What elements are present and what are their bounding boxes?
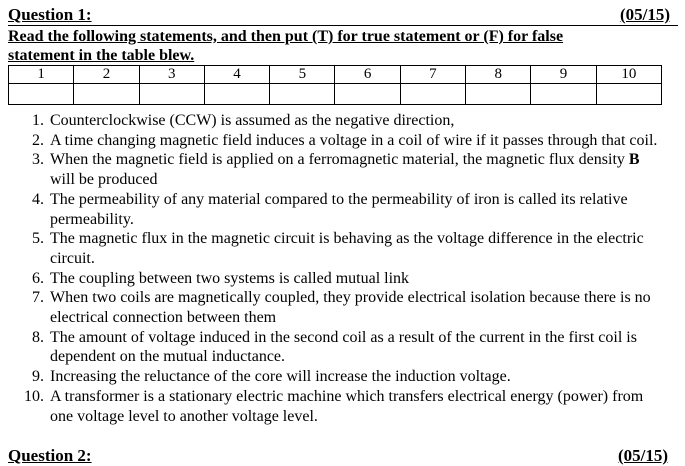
answer-cell[interactable] [204,84,269,105]
statement-number: 7. [32,289,44,307]
answer-cell[interactable] [270,84,335,105]
statement-text: A time changing magnetic field induces a voltage in a coil of wire if it passes through that coil. [50,131,658,149]
answer-cell[interactable] [466,84,531,105]
answer-table-header-cell: 8 [466,66,531,84]
answer-table [8,65,662,105]
statement-text: Increasing the reluctance of the core will increase the induction voltage. [50,368,511,386]
statement-number: 3. [32,151,44,169]
answer-table-header-cell: 6 [335,66,400,84]
statement-text: The amount of voltage induced in the second coil as a result of the current in the first coil is dependent on the mutual inductance. [50,328,637,366]
statement-text: When two coils are magnetically coupled, they provide electrical isolation because there is no electrical connection between them [50,289,651,327]
statement-text: The coupling between two systems is called mutual link [50,269,410,287]
answer-table-header-cell: 1 [9,66,74,84]
question-marks: (05/15) [619,5,670,24]
statement-number: 4. [32,190,44,208]
statement-item [20,229,660,268]
answer-cell[interactable] [74,84,139,105]
statement-number: 5. [32,230,44,248]
statement-number: 9. [32,368,44,386]
statement-item [20,190,660,229]
answer-cell[interactable] [531,84,596,105]
answer-cell[interactable] [596,84,661,105]
statement-item [20,150,660,189]
next-question-marks: (05/15) [617,446,668,465]
answer-table-answer-row [9,84,662,105]
answer-table-header-cell: 10 [596,66,661,84]
statement-item [20,328,660,367]
answer-table-header-cell: 7 [400,66,465,84]
next-question-header [8,446,668,466]
statement-number: 2. [32,131,44,149]
statement-item [20,111,660,131]
statement-item [20,387,660,426]
statement-number: 1. [32,112,44,129]
question-header [8,2,678,26]
answer-table-header-row [9,66,662,84]
statement-text: The magnetic flux in the magnetic circuit is behaving as the voltage difference in the electric circuit. [50,230,644,267]
statement-text: When the magnetic field is applied on a ferromagnetic material, the magnetic flux density B will be produced [50,151,640,189]
statement-item [20,131,660,151]
answer-table-header-cell: 9 [531,66,596,84]
statement-number: 8. [32,328,44,346]
answer-table-header-cell: 4 [204,66,269,84]
next-question-title: Question 2: [8,446,92,465]
statement-number: 10. [24,387,44,405]
statement-list [20,111,660,426]
statement-number: 6. [32,269,44,287]
statement-item [20,269,660,289]
answer-table-header-cell: 5 [270,66,335,84]
statement-item [20,288,660,327]
statement-text: The permeability of any material compared to the permeability of iron is called its relative permeability. [50,190,628,228]
question-title: Question 1: [8,5,92,24]
answer-cell[interactable] [139,84,204,105]
statement-text: Counterclockwise (CCW) is assumed as the negative direction, [50,112,455,129]
answer-table-header-cell: 2 [74,66,139,84]
answer-cell[interactable] [9,84,74,105]
document-page [8,0,678,105]
question-instruction: Read the following statements, and then put (T) for true statement or (F) for false statement in the table blew. [8,28,564,64]
statement-item [20,367,660,387]
answer-cell[interactable] [335,84,400,105]
answer-table-header-cell: 3 [139,66,204,84]
answer-cell[interactable] [400,84,465,105]
statement-text: A transformer is a stationary electric machine which transfers electrical energy (power) from one voltage level to another voltage level. [50,387,644,425]
